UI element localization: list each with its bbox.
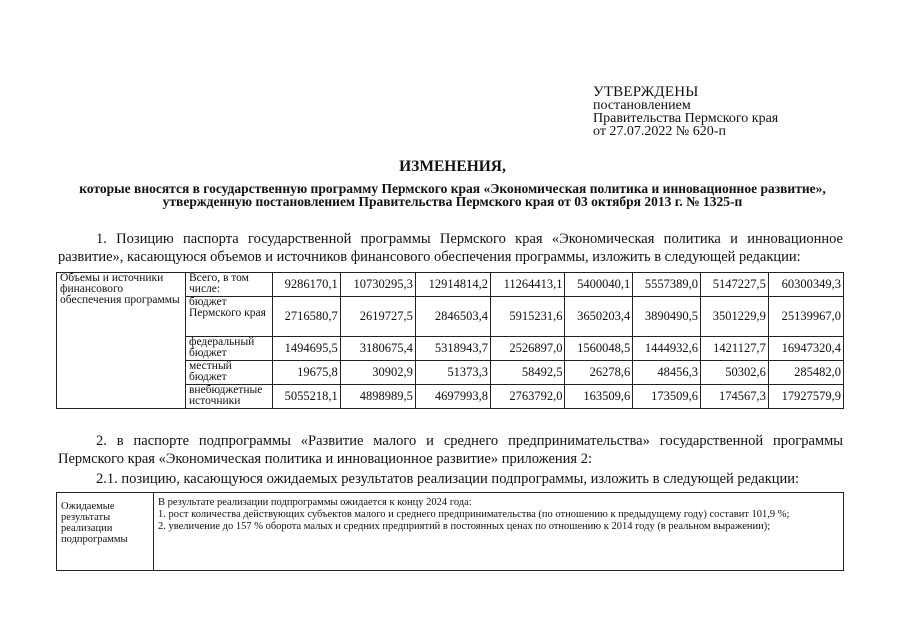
table-cell: 5400040,1 [565, 273, 633, 297]
approval-date: от 27.07.2022 № 620-п [593, 124, 726, 139]
results-item: 1. рост количества действующих субъектов малого и среднего предпринимательства (по отношению к предыдущему году) составит 101,9 %; [158, 509, 790, 520]
table-cell: 58492,5 [490, 361, 565, 385]
table-cell: 2716580,7 [273, 297, 341, 337]
table-cell: 285482,0 [768, 361, 843, 385]
approval-block [593, 86, 778, 138]
approval-heading: УТВЕРЖДЕНЫ [593, 84, 699, 100]
funding-table-header: Объемы и источники финансового обеспечения программы [57, 273, 186, 409]
results-table-header: Ожидаемые результаты реализации подпрограммы [57, 493, 154, 571]
table-cell: 5055218,1 [273, 385, 341, 409]
table-cell: 50302,6 [701, 361, 769, 385]
table-cell: 2846503,4 [415, 297, 490, 337]
table-cell: 2763792,0 [490, 385, 565, 409]
table-cell: 9286170,1 [273, 273, 341, 297]
approval-line: Правительства Пермского края [593, 111, 779, 126]
paragraph-1: 1. Позицию паспорта государственной программы Пермского края «Экономическая политика и инновационное развитие», касающуюся объемов и источников финансового обеспечения программы, изложить в следующей редакции: [58, 231, 843, 265]
table-cell: 26278,6 [565, 361, 633, 385]
table-cell: 5915231,6 [490, 297, 565, 337]
table-cell: 5318943,7 [415, 337, 490, 361]
table-cell: 2619727,5 [340, 297, 415, 337]
table-cell: 173509,6 [633, 385, 701, 409]
table-cell: 3890490,5 [633, 297, 701, 337]
table-cell: 60300349,3 [768, 273, 843, 297]
table-cell: 5557389,0 [633, 273, 701, 297]
row-label: Всего, в том числе: [186, 273, 273, 297]
table-cell: 1444932,6 [633, 337, 701, 361]
table-cell: 5147227,5 [701, 273, 769, 297]
table-cell: 163509,6 [565, 385, 633, 409]
table-cell: 1421127,7 [701, 337, 769, 361]
table-cell: 3501229,9 [701, 297, 769, 337]
table-cell: 19675,8 [273, 361, 341, 385]
results-item: 2. увеличение до 157 % оборота малых и средних предприятий в постоянных ценах по отношению к 2014 году (в реальном выражении); [158, 521, 771, 532]
row-label: бюджет Пермского края [186, 297, 273, 337]
table-cell: 1560048,5 [565, 337, 633, 361]
table-cell: 30902,9 [340, 361, 415, 385]
table-cell: 16947320,4 [768, 337, 843, 361]
table-cell: 2526897,0 [490, 337, 565, 361]
table-cell: 1494695,5 [273, 337, 341, 361]
table-cell: 4898989,5 [340, 385, 415, 409]
table-cell: 11264413,1 [490, 273, 565, 297]
table-cell: 3180675,4 [340, 337, 415, 361]
document-subtitle: которые вносятся в государственную программу Пермского края «Экономическая политика и инновационное развитие», утвержденную постановлением Правительства Пермского края от 03 октября 2013 г. № 1325-п [79, 181, 826, 209]
paragraph-2: 2. в паспорте подпрограммы «Развитие малого и среднего предпринимательства» государственной программы Пермского края «Экономическая политика и инновационное развитие» приложения 2: [58, 433, 843, 467]
table-cell: 10730295,3 [340, 273, 415, 297]
table-cell: 174567,3 [701, 385, 769, 409]
table-cell: 3650203,4 [565, 297, 633, 337]
approval-line: постановлением [593, 98, 691, 113]
results-intro: В результате реализации подпрограммы ожидается к концу 2024 года: [158, 497, 472, 508]
table-cell: 48456,3 [633, 361, 701, 385]
table-cell: 17927579,9 [768, 385, 843, 409]
funding-table [56, 272, 844, 409]
table-cell: 25139967,0 [768, 297, 843, 337]
document-title: ИЗМЕНЕНИЯ, [399, 158, 506, 175]
row-label: внебюджетные источники [186, 385, 273, 409]
results-table-content [154, 493, 844, 571]
row-label: местный бюджет [186, 361, 273, 385]
row-label: федеральный бюджет [186, 337, 273, 361]
table-cell: 12914814,2 [415, 273, 490, 297]
paragraph-3: 2.1. позицию, касающуюся ожидаемых результатов реализации подпрограммы, изложить в следующей редакции: [96, 471, 800, 487]
table-cell: 4697993,8 [415, 385, 490, 409]
results-table [56, 492, 844, 571]
table-cell: 51373,3 [415, 361, 490, 385]
